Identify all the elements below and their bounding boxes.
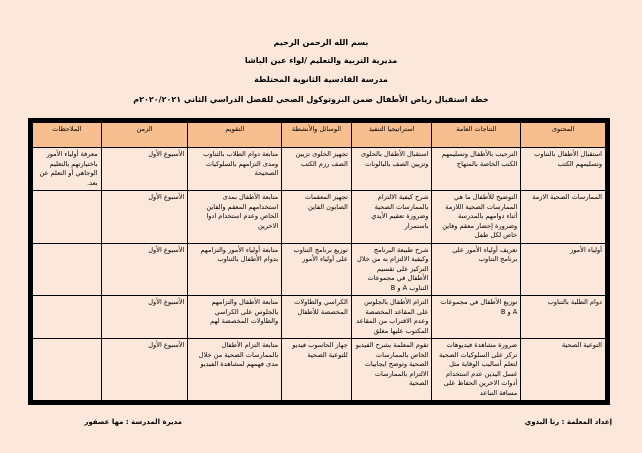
table-cell: استقبال الأطفال بالتناوب وتسليمهم الكتب (521, 148, 608, 191)
table-cell: متابعة التزام الأطفال بالممارسات الصحية من خلال مدى فهمهم لمشاهدة الفيديو (188, 339, 282, 403)
table-cell: الترحيب بالأطفال وتسليمهم الكتب الخاصة بالمنهاج (432, 148, 521, 191)
directorate: مديرية التربية والتعليم /لواء عين الباشا (244, 56, 398, 65)
table-cell: أولياء الأمور (521, 243, 608, 296)
page-title: خطة استقبال رياض الأطفال ضمن البروتوكول الصحي للفصل الدراسي الثاني ٢٠٢٠/٢٠٢١م (133, 95, 489, 104)
table-header-row (31, 121, 608, 148)
table-cell (31, 191, 102, 244)
table-row (31, 243, 608, 296)
table-cell: ضرورة مشاهدة فيديوهات تركز على السلوكيات الصحية لتعلم أساليب الوقاية مثل غسل اليدين عدم استخدام أدوات الاخرين الحفاظ على مسافة التباعد (432, 339, 521, 403)
table-cell: الأسبوع الأول (101, 339, 188, 403)
table-cell: متابعة أولياء الأمور والتزامهم بدوام الأطفال بالتناوب (188, 243, 282, 296)
table-cell: التزام الأطفال بالجلوس على المقاعد المخصصة وعدم الاقتراب من المقاعد المكتوب عليها مغلق (351, 296, 432, 339)
column-header: النتاجات العامة (432, 121, 521, 148)
table-cell: شرح طبيعة البرنامج وكيفية الالتزام به من خلال التركيز على تقسيم الأطفال في مجموعات التناوب A و B (351, 243, 432, 296)
table-cell: توزيع الأطفال في مجموعات A و B (432, 296, 521, 339)
plan-table (28, 118, 610, 405)
table-cell (31, 296, 102, 339)
table-cell: تعريف أولياء الأمور على برنامج التناوب (432, 243, 521, 296)
table-cell: الممارسات الصحية الازمة (521, 191, 608, 244)
table-cell: شرح كيفية الالتزام بالممارسات الصحية وضرورة تعقيم الأيدي باستمرار (351, 191, 432, 244)
table-cell: الأسبوع الأول (101, 148, 188, 191)
table-cell: الأسبوع الأول (101, 191, 188, 244)
table-cell: معرفة أولياء الأمور باختيارتهم بالتعليم الوجاهي أو التعلم عن بعد. (31, 148, 102, 191)
table-cell: استقبال الأطفال بالحلوى وتزيين الصف بالبالونات (351, 148, 432, 191)
column-header: الزمن (101, 121, 188, 148)
table-row (31, 148, 608, 191)
table-row (31, 191, 608, 244)
table-cell (31, 339, 102, 403)
table-cell (31, 243, 102, 296)
table-cell: جهاز الحاسوب فيديو للتوعية الصحية (282, 339, 352, 403)
table-cell: متابعة دوام الطلاب بالتناوب ومدى التزامهم بالسلوكيات الصحيحة (188, 148, 282, 191)
table-cell: تجهيز الحلوى تزيين الصف رزم الكتب (282, 148, 352, 191)
table-cell: التوضيح للأطفال ما هي الممارسات الصحية اللازمة أثناء دوامهم بالمدرسة وضرورة إحضار معقم وفاين خاص لكل طفل (432, 191, 521, 244)
column-header: الوسائل والأنشطة (282, 121, 352, 148)
principal: مديرة المدرسة : مها عصفور (84, 418, 182, 426)
table-cell: متابعة الأطفال بمدى استخدامهم المعقم والفاين الخاص وعدم استخدام ادوا الاخرين (188, 191, 282, 244)
basmala: بسم الله الرحمن الرحيم (273, 38, 369, 47)
school-name: مدرسة القادسية الثانوية المختلطة (254, 75, 388, 84)
column-header: التقويم (188, 121, 282, 148)
table-cell: التوعية الصحية (521, 339, 608, 403)
table-row (31, 296, 608, 339)
table-cell: تجهيز المعقمات الصابون الفاين (282, 191, 352, 244)
table-cell: توزيع برنامج التناوب على أولياء الأمور (282, 243, 352, 296)
column-header: الملاحظات (31, 121, 102, 148)
table-cell: دوام الطلبة بالتناوب (521, 296, 608, 339)
table-cell: تقوم المعلمة بشرح الفيديو الخاص بالممارسات الصحية وتوضح ايجابيات الالتزام بالممارسات الصحية (351, 339, 432, 403)
table-cell: الكراسي والطاولات المخصصة للأطفال (282, 296, 352, 339)
table-cell: الأسبوع الأول (101, 296, 188, 339)
prepared-by: إعداد المعلمة : رنا البدوي (524, 418, 612, 426)
column-header: استراتيجيا التنفيذ (351, 121, 432, 148)
table-cell: الأسبوع الأول (101, 243, 188, 296)
column-header: المحتوى (521, 121, 608, 148)
table-cell: متابعة الأطفال والتزامهم بالجلوس على الكراسي والطاولات المخصصة لهم (188, 296, 282, 339)
table-row (31, 339, 608, 403)
